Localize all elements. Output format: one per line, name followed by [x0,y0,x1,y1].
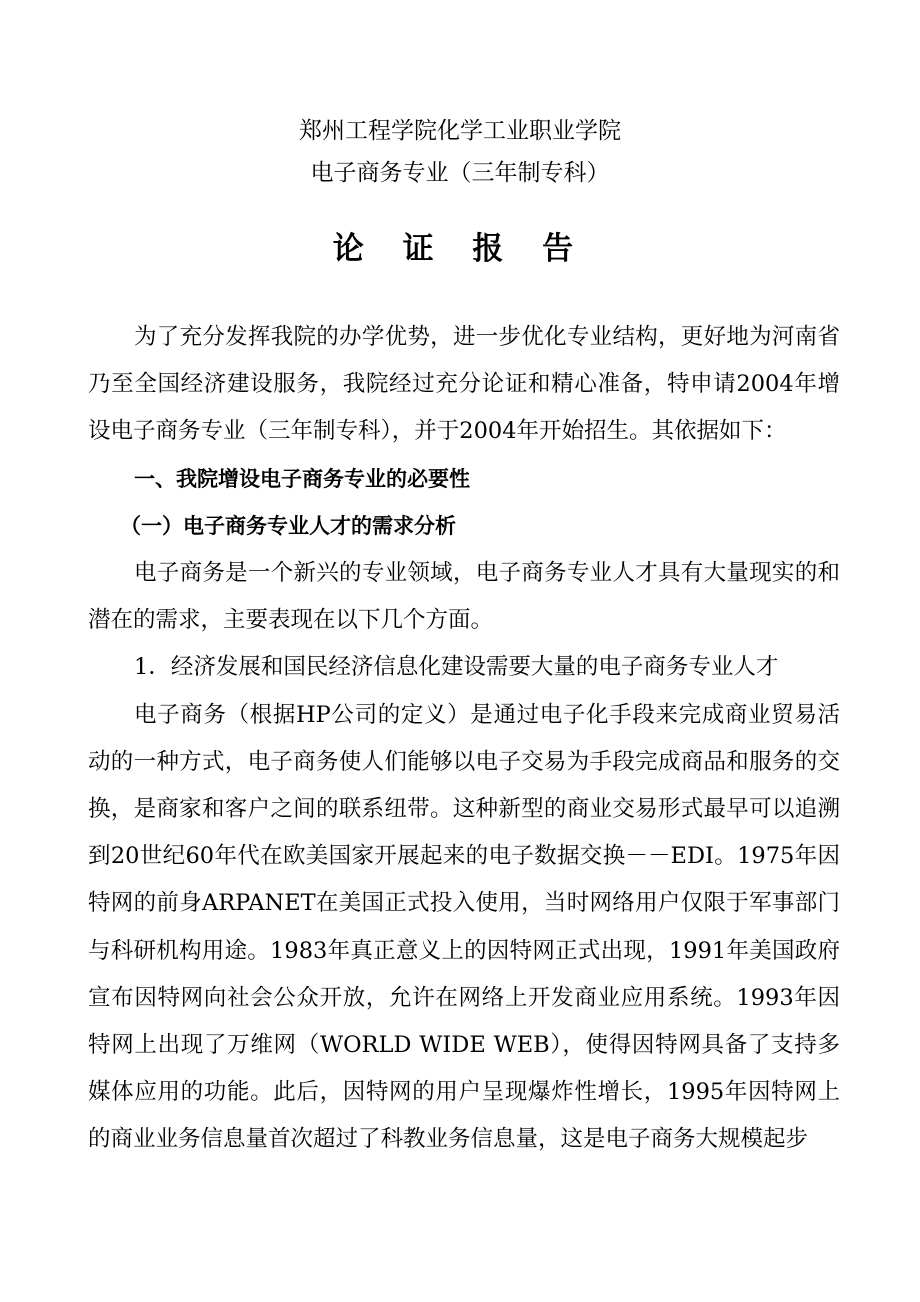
point-heading: 1．经济发展和国民经济信息化建设需要大量的电子商务专业人才 [134,654,779,681]
subsection-heading: （一）电子商务专业人才的需求分析 [120,513,456,538]
definition-paragraph: 电子商务（根据HP公司的定义）是通过电子化手段来完成商业贸易活动的一种方式，电子商务使人们能够以电子交易为手段完成商品和服务的交换，是商家和客户之间的联系纽带。这种新型的商业交易形式最早可以追溯到20世纪60年代在欧美国家开展起来的电子数据交换－－EDI。1975年因特网的前身ARPANET在美国正式投入使用，当时网络用户仅限于军事部门与科研机构用途。1983年真正意义上的因特网正式出现，1991年美国政府宣布因特网向社会公众开放，允许在网络上开发商业应用系统。1993年因特网上出现了万维网（WORLD WIDE WEB），使得因特网具备了支持多媒体应用的功能。此后，因特网的用户呈现爆炸性增长，1995年因特网上的商业业务信息量首次超过了科教业务信息量，这是电子商务大规模起步 [88,701,840,1153]
institution-name: 郑州工程学院化学工业职业学院 [299,118,621,144]
demand-paragraph: 电子商务是一个新兴的专业领域，电子商务专业人才具有大量现实的和潜在的需求，主要表现在以下几个方面。 [88,560,840,634]
document-body [88,314,840,1164]
intro-paragraph: 为了充分发挥我院的办学优势，进一步优化专业结构，更好地为河南省乃至全国经济建设服务，我院经过充分论证和精心准备，特申请2004年增设电子商务专业（三年制专科），并于2004年开始招生。其依据如下： [88,324,840,445]
section-heading: 一、我院增设电子商务专业的必要性 [134,466,470,491]
document-title: 论 证 报 告 [332,231,588,267]
program-name: 电子商务专业（三年制专科） [310,160,610,186]
